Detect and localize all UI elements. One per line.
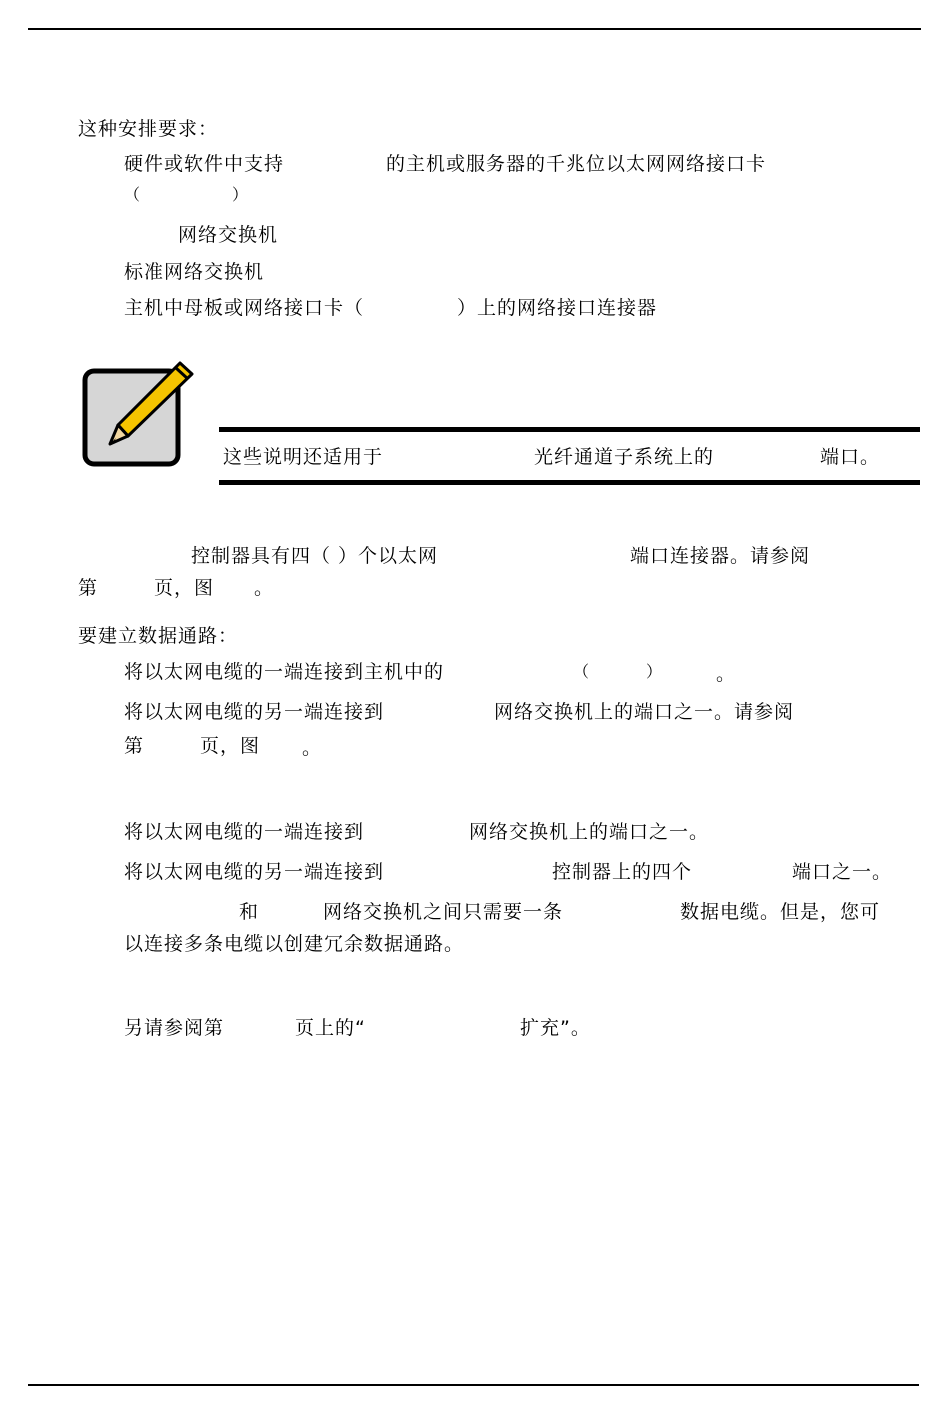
intro-item-1-paren-open: （ xyxy=(124,185,142,204)
datapath-step-3-a: 将以太网电缆的一端连接到 xyxy=(124,821,365,843)
intro-item-1-a: 硬件或软件中支持 xyxy=(124,153,285,175)
controller-line-1-a: 控制器具有四（ ）个以太网 xyxy=(191,545,439,567)
header-rule xyxy=(28,28,921,30)
datapath-step-3-b: 网络交换机上的端口之一。 xyxy=(469,821,710,843)
see-also-b: 页上的“ xyxy=(295,1017,366,1039)
datapath-step-2-c: 第 xyxy=(124,735,145,757)
note-text-a: 这些说明还适用于 xyxy=(223,446,384,468)
controller-line-2-a: 第 xyxy=(78,577,99,599)
datapath-step-2-b: 网络交换机上的端口之一。请参阅 xyxy=(494,701,795,723)
datapath-step-2-e: 。 xyxy=(302,737,323,759)
datapath-step-5-a: 和 xyxy=(239,901,260,923)
datapath-step-1-d: 。 xyxy=(716,663,737,685)
pencil-icon xyxy=(76,358,196,470)
datapath-step-1-c: ） xyxy=(646,662,664,681)
datapath-step-2-a: 将以太网电缆的另一端连接到 xyxy=(124,701,385,723)
controller-line-2-c: 。 xyxy=(254,577,275,599)
see-also-a: 另请参阅第 xyxy=(124,1017,225,1039)
note-rule-top xyxy=(219,427,920,432)
intro-item-1-paren-close: ） xyxy=(232,185,250,204)
note-text-c: 端口。 xyxy=(820,446,881,468)
footer-rule xyxy=(28,1384,919,1386)
note-rule-bottom xyxy=(219,480,920,485)
datapath-step-5-c: 数据电缆。但是，您可 xyxy=(680,901,881,923)
see-also-c: 扩充”。 xyxy=(520,1017,591,1039)
datapath-step-4-a: 将以太网电缆的另一端连接到 xyxy=(124,861,385,883)
intro-item-1-b: 的主机或服务器的千兆位以太网网络接口卡 xyxy=(386,153,767,175)
datapath-step-4-c: 端口之一。 xyxy=(792,861,893,883)
datapath-step-4-b: 控制器上的四个 xyxy=(552,861,693,883)
datapath-step-1-b: （ xyxy=(573,662,591,681)
controller-line-2-b: 页，图 xyxy=(154,577,215,599)
intro-heading: 这种安排要求： xyxy=(78,118,219,140)
intro-item-3: 标准网络交换机 xyxy=(124,261,265,283)
intro-item-4-b: ）上的网络接口连接器 xyxy=(457,297,658,319)
datapath-step-5-d: 以连接多条电缆以创建冗余数据通路。 xyxy=(124,933,465,955)
note-text-b: 光纤通道子系统上的 xyxy=(534,446,715,468)
intro-item-2: 网络交换机 xyxy=(178,224,279,246)
datapath-step-5-b: 网络交换机之间只需要一条 xyxy=(323,901,564,923)
datapath-step-1-a: 将以太网电缆的一端连接到主机中的 xyxy=(124,661,445,683)
intro-item-4-a: 主机中母板或网络接口卡（ xyxy=(124,297,365,319)
datapath-step-2-d: 页，图 xyxy=(200,735,261,757)
controller-line-1-b: 端口连接器。请参阅 xyxy=(630,545,811,567)
datapath-heading: 要建立数据通路： xyxy=(78,625,239,647)
